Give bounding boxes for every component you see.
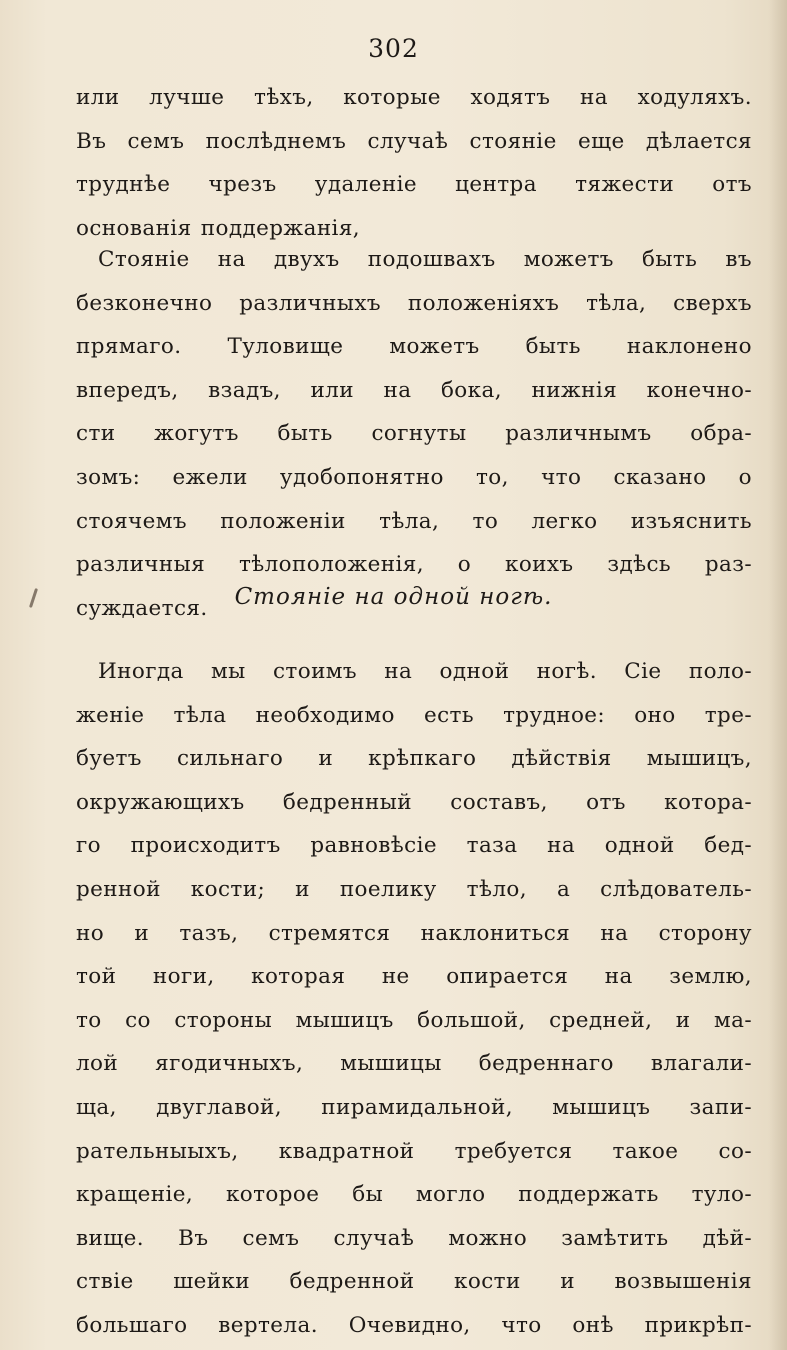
text-line: или лучше тѣхъ, которые ходятъ на ходуляхъ.	[76, 85, 752, 110]
text-line: прямаго. Туловище можетъ быть наклонено	[76, 334, 752, 360]
text-line: ренной кости; и поелику тѣло, а слѣдователь-	[76, 876, 752, 902]
text-line: большаго вертела. Очевидно, что онѣ прикрѣп-	[76, 1312, 752, 1338]
text-line: основанія поддержанія,	[76, 215, 361, 241]
text-line: лой ягодичныхъ, мышицы бедреннаго влагали-	[76, 1051, 752, 1077]
section-heading: Стояніе на одной ногѣ.	[234, 584, 553, 610]
text-line: рательныыхъ, квадратной требуется такое со-	[76, 1138, 752, 1164]
text-line: вище. Въ семъ случаѣ можно замѣтить дѣй-	[76, 1225, 752, 1251]
paragraph-continuation	[76, 76, 752, 250]
page-edge-shadow	[769, 0, 787, 1350]
text-line: различныя тѣлоположенія, о коихъ здѣсь раз-	[76, 552, 752, 578]
text-line: ща, двуглавой, пирамидальной, мышицъ запи-	[76, 1094, 752, 1120]
text-line: окружающихъ бедренный составъ, отъ котора-	[76, 789, 752, 815]
page-number: 302	[368, 34, 419, 63]
text-line: Стояніе на двухъ подошвахъ можетъ быть въ	[98, 247, 752, 272]
text-line: той ноги, которая не опирается на землю,	[76, 964, 752, 990]
text-line: Въ семъ послѣднемъ случаѣ стояніе еще дѣлается	[76, 128, 752, 154]
text-line: безконечно различныхъ положеніяхъ тѣла, сверхъ	[76, 290, 752, 316]
text-line: Иногда мы стоимъ на одной ногѣ. Сіе поло-	[98, 659, 752, 684]
text-line: го происходитъ равновѣсіе таза на одной бед-	[76, 833, 752, 859]
text-line: но и тазъ, стремятся наклониться на сторону	[76, 920, 752, 946]
text-line: женіе тѣла необходимо есть трудное: оно тре-	[76, 702, 752, 728]
text-line: суждается.	[76, 595, 208, 621]
paragraph-standing-two-soles	[76, 238, 752, 630]
text-line: ствіе шейки бедренной кости и возвышенія	[76, 1269, 752, 1295]
text-line: буетъ сильнаго и крѣпкаго дѣйствія мышицъ,	[76, 746, 752, 772]
text-line: труднѣе чрезъ удаленіе центра тяжести отъ	[76, 172, 752, 198]
text-line: зомъ: ежели удобопонятно то, что сказано о	[76, 464, 752, 490]
text-line: стоячемъ положеніи тѣла, то легко изъяснить	[76, 508, 752, 534]
text-line: сти жогутъ быть согнуты различнымъ обра-	[76, 421, 752, 447]
text-line: впередъ, взадъ, или на бока, нижнія конечно-	[76, 377, 752, 403]
paragraph-standing-one-leg	[76, 650, 752, 1348]
text-line: то со стороны мышицъ большой, средней, и ма-	[76, 1007, 752, 1033]
text-line: кращеніе, которое бы могло поддержать туло-	[76, 1182, 752, 1208]
